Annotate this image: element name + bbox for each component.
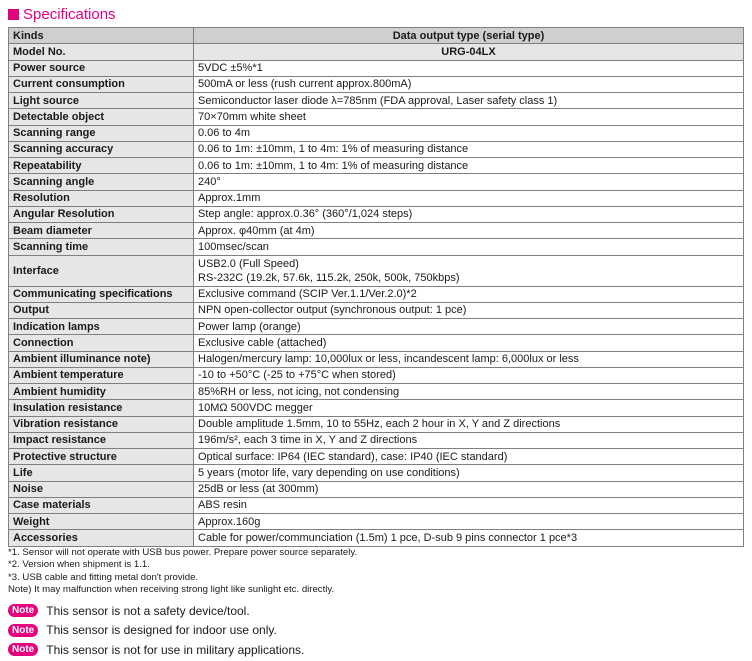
table-row — [9, 239, 744, 255]
spec-key: Weight — [9, 514, 194, 530]
spec-value — [194, 158, 744, 174]
spec-value — [194, 206, 744, 222]
spec-value — [194, 449, 744, 465]
spec-key: Vibration resistance — [9, 416, 194, 432]
spec-key: Ambient temperature — [9, 367, 194, 383]
spec-value-line: USB2.0 (Full Speed) — [198, 257, 299, 270]
spec-key: Repeatability — [9, 158, 194, 174]
spec-value-line: Cable for power/communciation (1.5m) 1 pce, D-sub 9 pins connector 1 pce*3 — [198, 531, 578, 544]
spec-key: Noise — [9, 481, 194, 497]
spec-key: Scanning range — [9, 125, 194, 141]
spec-key: Detectable object — [9, 109, 194, 125]
table-row — [9, 158, 744, 174]
note-text: This sensor is not a safety device/tool. — [46, 603, 250, 618]
header-kinds: Kinds — [9, 28, 194, 44]
note-item — [8, 601, 304, 621]
spec-value-line: 10MΩ 500VDC megger — [198, 401, 313, 414]
spec-value-line: Approx.160g — [198, 515, 261, 528]
spec-key: Insulation resistance — [9, 400, 194, 416]
note-text: This sensor is designed for indoor use only. — [46, 623, 277, 638]
table-row — [9, 416, 744, 432]
spec-key: Scanning accuracy — [9, 141, 194, 157]
table-row — [9, 286, 744, 302]
footnote: *1. Sensor will not operate with USB bus power. Prepare power source separately. — [8, 547, 358, 558]
table-row — [9, 255, 744, 286]
table-row — [9, 449, 744, 465]
spec-value — [194, 530, 744, 546]
header-type: Data output type (serial type) — [194, 28, 744, 44]
table-header-row — [9, 28, 744, 44]
model-label: Model No. — [9, 44, 194, 60]
note-item — [8, 640, 304, 660]
spec-key: Angular Resolution — [9, 206, 194, 222]
spec-value-line: 0.06 to 4m — [198, 127, 250, 140]
spec-value-line: NPN open-collector output (synchronous output: 1 pce) — [198, 304, 467, 317]
spec-value — [194, 497, 744, 513]
footnote: Note) It may malfunction when receiving strong light like sunlight etc. directly. — [8, 583, 335, 595]
spec-value — [194, 109, 744, 125]
table-row — [9, 223, 744, 239]
spec-value-line: RS-232C (19.2k, 57.6k, 115.2k, 250k, 500k, 750kbps) — [198, 271, 460, 284]
section-title — [8, 3, 116, 25]
spec-value-line: 0.06 to 1m: ±10mm, 1 to 4m: 1% of measuring distance — [198, 143, 469, 156]
spec-value-line: Power lamp (orange) — [198, 320, 301, 333]
table-row — [9, 400, 744, 416]
note-text: This sensor is not for use in military applications. — [46, 642, 305, 657]
table-row — [9, 481, 744, 497]
note-item — [8, 621, 304, 641]
spec-value-line: Approx.1mm — [198, 192, 261, 205]
spec-key: Connection — [9, 335, 194, 351]
model-value: URG-04LX — [194, 44, 744, 60]
spec-key: Indication lamps — [9, 319, 194, 335]
spec-value — [194, 239, 744, 255]
spec-key: Scanning angle — [9, 174, 194, 190]
spec-value-line: 196m/s², each 3 time in X, Y and Z directions — [198, 434, 418, 447]
spec-key: Output — [9, 302, 194, 318]
table-row — [9, 384, 744, 400]
table-row — [9, 497, 744, 513]
table-row — [9, 465, 744, 481]
spec-value — [194, 514, 744, 530]
table-row — [9, 174, 744, 190]
specifications-table — [8, 27, 744, 547]
spec-value — [194, 141, 744, 157]
spec-value — [194, 286, 744, 302]
spec-value-line: 5VDC ±5%*1 — [198, 62, 263, 75]
spec-key: Case materials — [9, 497, 194, 513]
table-row — [9, 302, 744, 318]
spec-value-line: Semiconductor laser diode λ=785nm (FDA approval, Laser safety class 1) — [198, 94, 558, 107]
table-row — [9, 109, 744, 125]
spec-value — [194, 76, 744, 92]
spec-value — [194, 384, 744, 400]
spec-key: Life — [9, 465, 194, 481]
spec-key: Scanning time — [9, 239, 194, 255]
notes-list — [8, 601, 304, 660]
note-badge: Note — [8, 604, 38, 617]
table-row — [9, 190, 744, 206]
footnote: *3. USB cable and fitting metal don't provide. — [8, 571, 199, 583]
spec-value — [194, 125, 744, 141]
spec-value-line: -10 to +50°C (-25 to +75°C when stored) — [198, 369, 396, 382]
spec-key: Current consumption — [9, 76, 194, 92]
page-title: Specifications — [23, 5, 116, 23]
table-row — [9, 335, 744, 351]
spec-value-line: Step angle: approx.0.36° (360°/1,024 steps) — [198, 208, 413, 221]
table-row — [9, 530, 744, 546]
spec-value-line: 100msec/scan — [198, 240, 269, 253]
spec-key: Power source — [9, 60, 194, 76]
spec-value — [194, 400, 744, 416]
spec-value-line: 85%RH or less, not icing, not condensing — [198, 385, 400, 398]
spec-value-line: 25dB or less (at 300mm) — [198, 483, 319, 496]
table-row — [9, 93, 744, 109]
spec-value-line: Double amplitude 1.5mm, 10 to 55Hz, each 2 hour in X, Y and Z directions — [198, 418, 561, 431]
spec-value — [194, 432, 744, 448]
table-row — [9, 514, 744, 530]
spec-key: Ambient illuminance note) — [9, 351, 194, 367]
spec-value-line: Exclusive command (SCIP Ver.1.1/Ver.2.0)*2 — [198, 288, 417, 301]
model-row — [9, 44, 744, 60]
note-badge: Note — [8, 643, 38, 656]
spec-value — [194, 60, 744, 76]
spec-value — [194, 465, 744, 481]
spec-value-line: Halogen/mercury lamp: 10,000lux or less, incandescent lamp: 6,000lux or less — [198, 353, 579, 366]
spec-key: Protective structure — [9, 449, 194, 465]
spec-key: Beam diameter — [9, 223, 194, 239]
spec-value-line: ABS resin — [198, 499, 247, 512]
spec-value — [194, 93, 744, 109]
table-row — [9, 367, 744, 383]
spec-value — [194, 367, 744, 383]
spec-value — [194, 335, 744, 351]
table-row — [9, 76, 744, 92]
footnote: *2. Version when shipment is 1.1. — [8, 559, 150, 571]
spec-value — [194, 481, 744, 497]
spec-key: Communicating specifications — [9, 286, 194, 302]
spec-key: Interface — [9, 255, 194, 286]
spec-value-line: Approx. φ40mm (at 4m) — [198, 224, 315, 237]
title-square-icon — [8, 9, 19, 20]
spec-value — [194, 351, 744, 367]
table-row — [9, 60, 744, 76]
table-row — [9, 432, 744, 448]
table-row — [9, 319, 744, 335]
table-row — [9, 125, 744, 141]
spec-value — [194, 190, 744, 206]
spec-key: Ambient humidity — [9, 384, 194, 400]
spec-value-line: 5 years (motor life, vary depending on use conditions) — [198, 466, 460, 479]
spec-value-line: 0.06 to 1m: ±10mm, 1 to 4m: 1% of measuring distance — [198, 159, 469, 172]
spec-value — [194, 319, 744, 335]
spec-value-line: Exclusive cable (attached) — [198, 336, 327, 349]
table-row — [9, 351, 744, 367]
spec-value — [194, 302, 744, 318]
table-row — [9, 141, 744, 157]
spec-value — [194, 255, 744, 286]
spec-key: Impact resistance — [9, 432, 194, 448]
footnotes — [8, 547, 357, 596]
table-row — [9, 206, 744, 222]
spec-value-line: 70×70mm white sheet — [198, 110, 306, 123]
note-badge: Note — [8, 624, 38, 637]
spec-key: Accessories — [9, 530, 194, 546]
spec-value — [194, 223, 744, 239]
spec-value — [194, 416, 744, 432]
spec-value-line: 240° — [198, 175, 221, 188]
spec-key: Resolution — [9, 190, 194, 206]
spec-key: Light source — [9, 93, 194, 109]
spec-value — [194, 174, 744, 190]
spec-value-line: Optical surface: IP64 (IEC standard), case: IP40 (IEC standard) — [198, 450, 508, 463]
spec-value-line: 500mA or less (rush current approx.800mA) — [198, 78, 412, 91]
